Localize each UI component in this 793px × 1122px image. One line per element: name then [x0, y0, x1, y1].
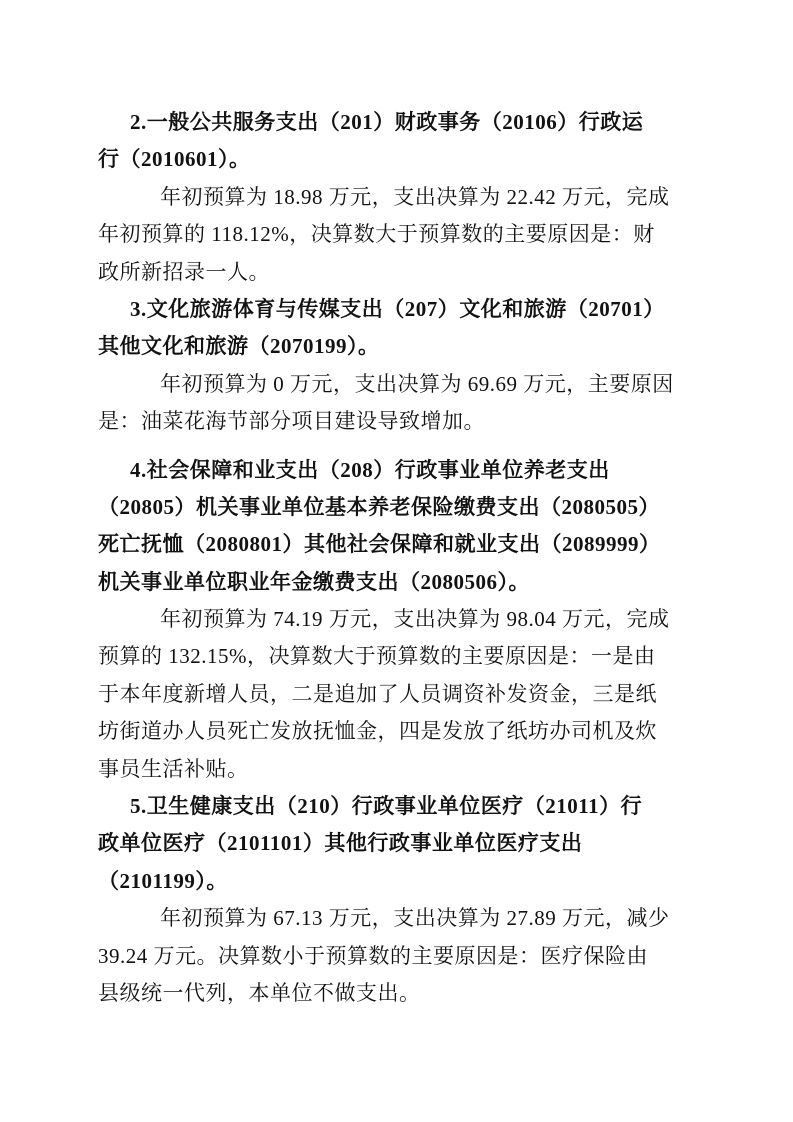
section-body-paragraph: [98, 900, 695, 1012]
text-line: 年初预算为 18.98 万元，支出决算为 22.42 万元，完成: [160, 184, 670, 209]
section-general-public-services: [98, 104, 695, 291]
text-line: 2.一般公共服务支出（201）财政事务（20106）行政运: [130, 110, 644, 134]
text-line: 5.卫生健康支出（210）行政事业单位医疗（21011）行: [130, 794, 643, 819]
section-body-paragraph: [98, 601, 695, 788]
section-heading: [98, 104, 695, 179]
text-line: 其他文化和旅游（2070199）。: [98, 334, 380, 359]
section-health: [98, 788, 695, 1012]
text-line: 于本年度新增人员，二是追加了人员调资补发资金，三是纸: [98, 681, 657, 706]
text-line: （2101199）。: [98, 868, 228, 893]
text-line: 坊街道办人员死亡发放抚恤金，四是发放了纸坊办司机及炊: [98, 719, 657, 744]
text-line: 年初预算为 74.19 万元，支出决算为 98.04 万元，完成: [160, 607, 670, 632]
section-heading: [98, 452, 695, 602]
section-culture-tourism: [98, 291, 695, 441]
section-heading: [98, 788, 695, 900]
section-social-security: [98, 452, 695, 789]
text-line: 政单位医疗（2101101）其他行政事业单位医疗支出: [98, 831, 583, 856]
text-line: 政所新招录一人。: [98, 259, 270, 284]
text-line: （20805）机关事业单位基本养老保险缴费支出（2080505）: [98, 494, 660, 519]
text-line: 死亡抚恤（2080801）其他社会保障和就业支出（2089999）: [98, 532, 661, 557]
text-line: 行（2010601）。: [98, 147, 251, 172]
text-line: 年初预算的 118.12%，决算数大于预算数的主要原因是：财: [98, 222, 655, 247]
section-body-paragraph: [98, 179, 695, 291]
text-line: 是：油菜花海节部分项目建设导致增加。: [98, 409, 485, 434]
text-line: 4.社会保障和业支出（208）行政事业单位养老支出: [130, 457, 610, 482]
text-line: 预算的 132.15%，决算数大于预算数的主要原因是：一是由: [98, 644, 656, 669]
section-body-paragraph: [98, 366, 695, 441]
section-heading: [98, 291, 695, 366]
text-line: 机关事业单位职业年金缴费支出（2080506）。: [98, 569, 530, 594]
text-line: 3.文化旅游体育与传媒支出（207）文化和旅游（20701）: [130, 296, 665, 321]
text-line: 年初预算为 67.13 万元，支出决算为 27.89 万元，减少: [160, 906, 670, 931]
text-line: 年初预算为 0 万元，支出决算为 69.69 万元，主要原因: [160, 371, 674, 396]
text-line: 县级统一代列，本单位不做支出。: [98, 980, 421, 1005]
text-line: 事员生活补贴。: [98, 756, 249, 781]
text-line: 39.24 万元。决算数小于预算数的主要原因是：医疗保险由: [98, 943, 648, 968]
